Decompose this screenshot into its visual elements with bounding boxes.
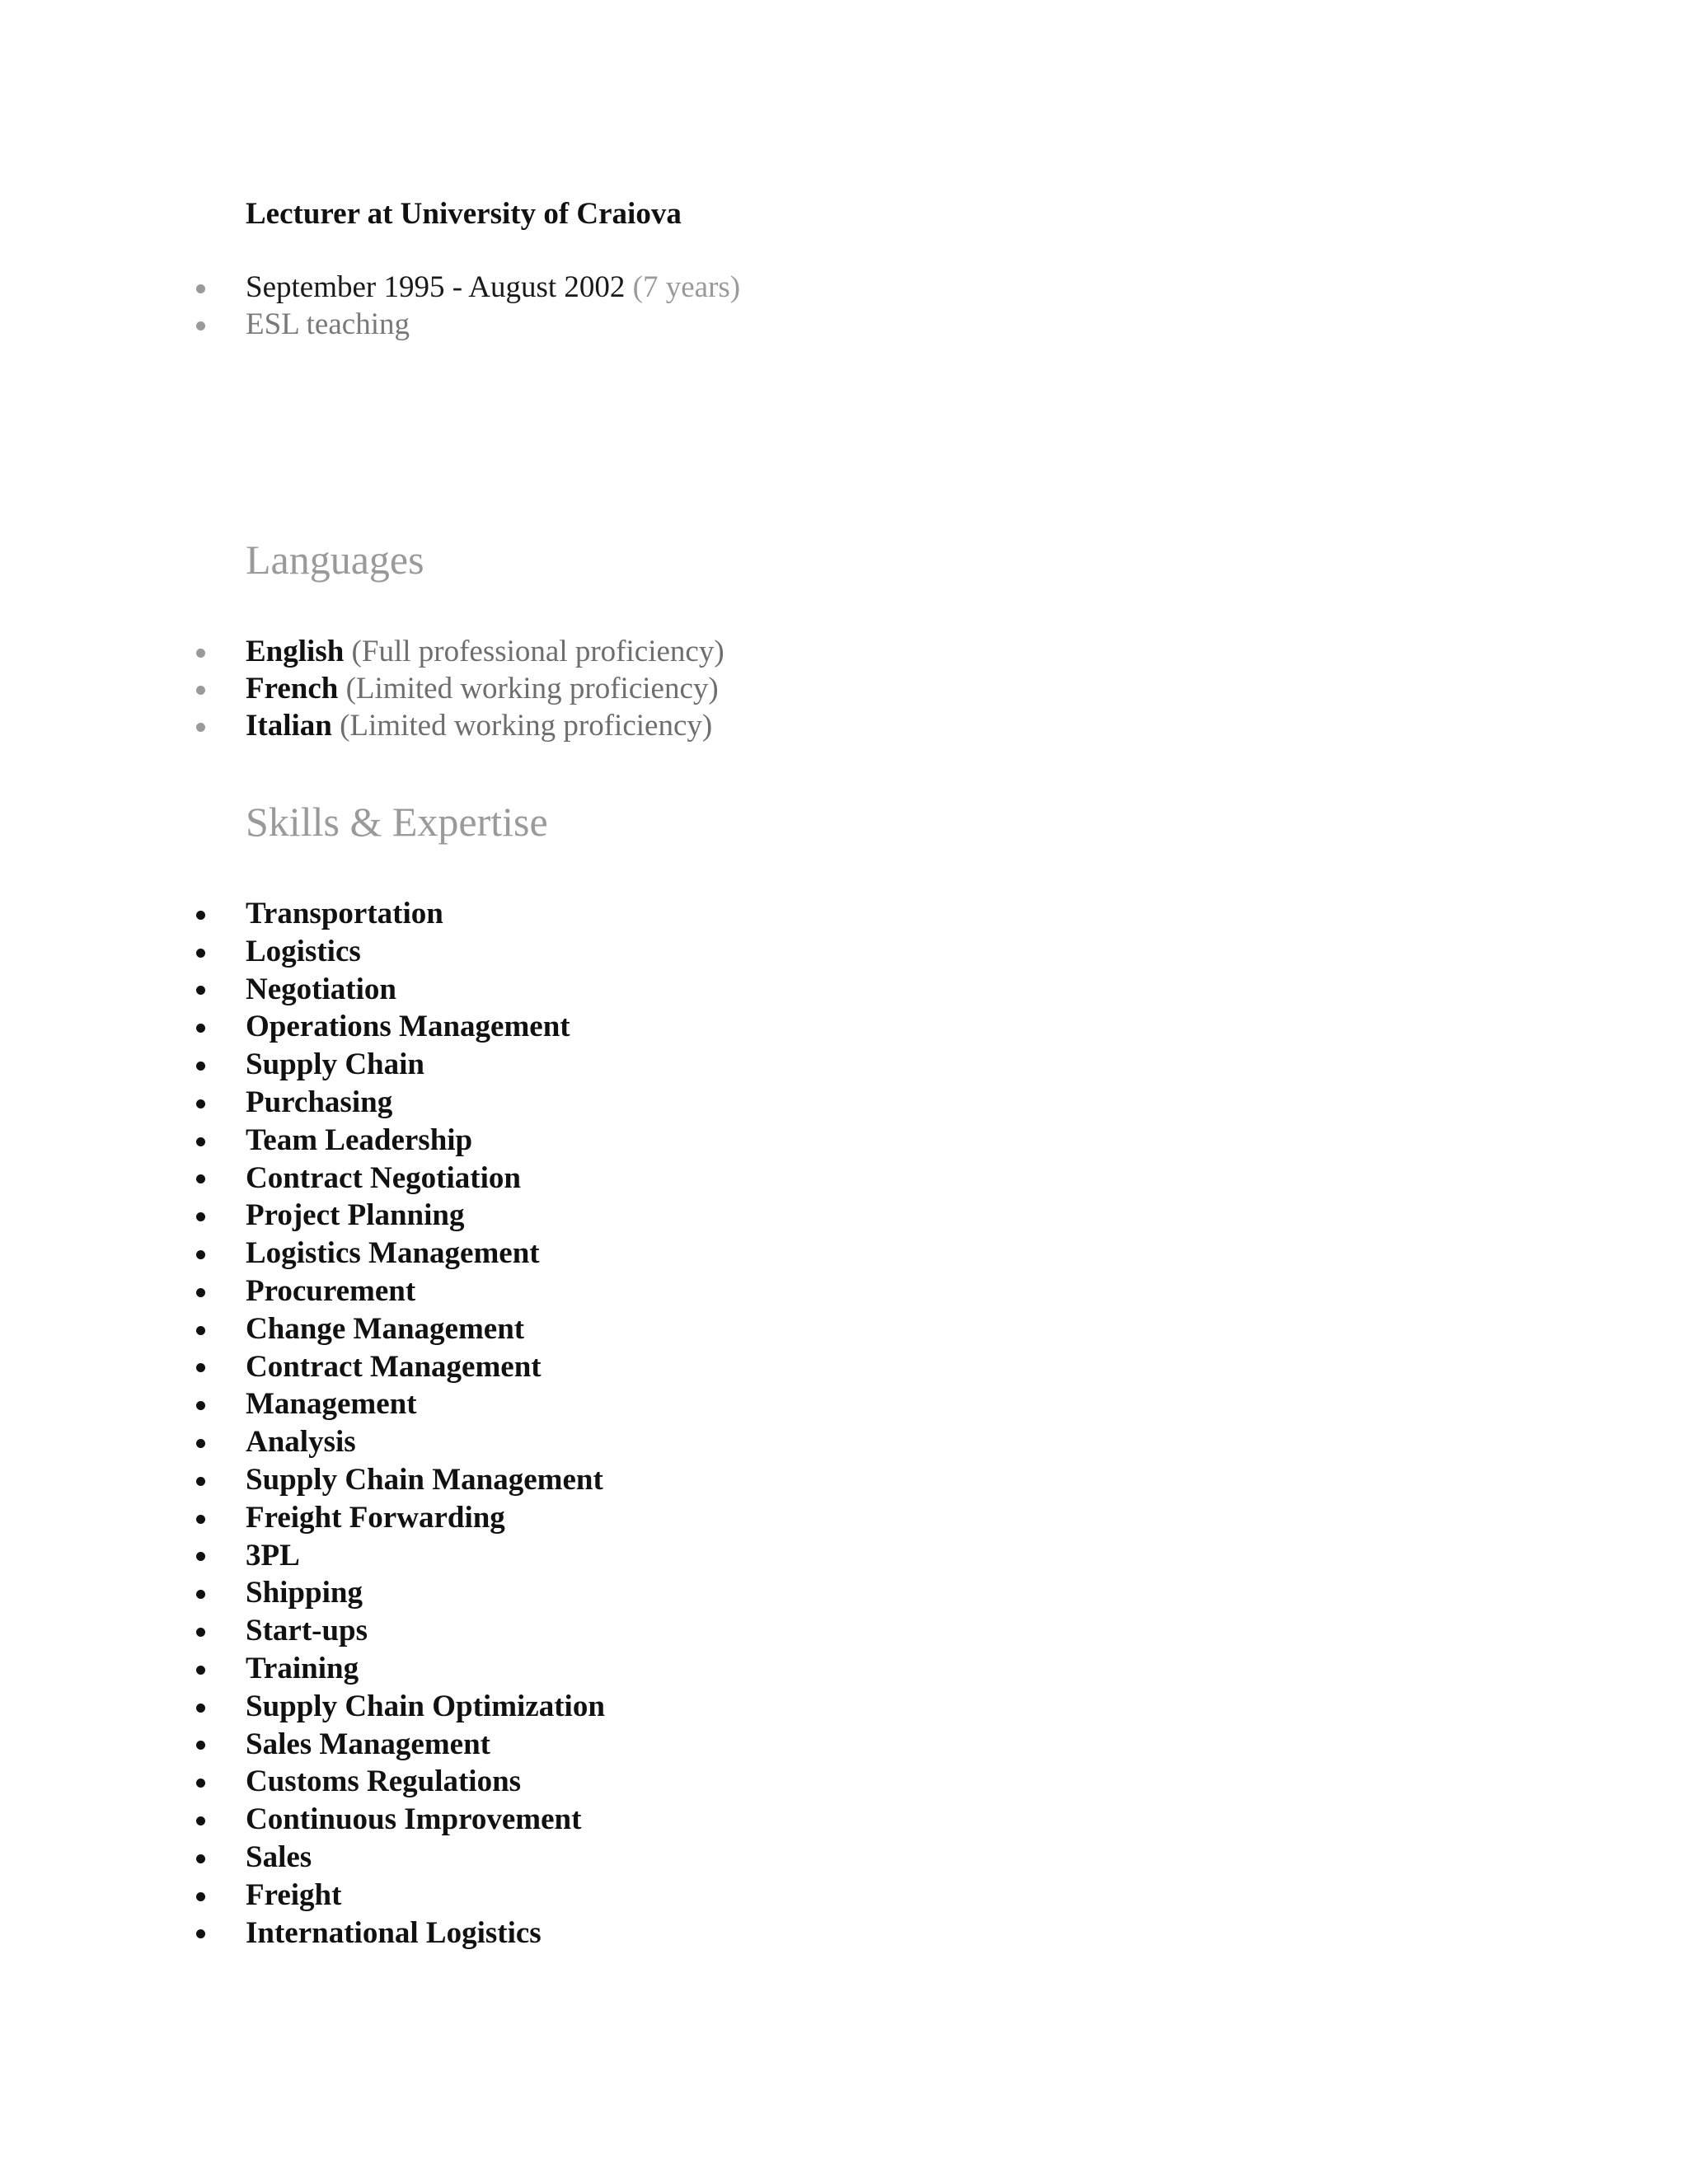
skill-label: Management xyxy=(246,1387,417,1422)
skill-label: Supply Chain Management xyxy=(246,1462,603,1497)
skill-label: Freight Forwarding xyxy=(246,1500,505,1535)
skill-item xyxy=(0,1423,605,1461)
bullet-icon xyxy=(196,1854,205,1863)
skill-label: Analysis xyxy=(246,1425,356,1460)
skill-label: Shipping xyxy=(246,1576,363,1610)
skill-item xyxy=(0,1537,605,1575)
skill-item xyxy=(0,1385,605,1423)
skill-label: Customs Regulations xyxy=(246,1765,522,1799)
skill-item xyxy=(0,1046,605,1084)
skill-label: Operations Management xyxy=(246,1010,570,1044)
skill-label: Contract Negotiation xyxy=(246,1160,521,1195)
skill-label: Start-ups xyxy=(246,1614,368,1648)
bullet-icon xyxy=(196,1741,205,1750)
bullet-icon xyxy=(196,949,205,958)
skill-label: Project Planning xyxy=(246,1198,465,1233)
skill-label: Transportation xyxy=(246,897,443,930)
bullet-icon xyxy=(196,1326,205,1335)
bullet-icon xyxy=(196,1816,205,1825)
skill-item xyxy=(0,895,605,933)
language-name: Italian xyxy=(246,709,332,743)
skill-label: Supply Chain xyxy=(246,1047,424,1082)
skill-label: Logistics xyxy=(246,934,361,968)
bullet-icon xyxy=(196,1062,205,1071)
bullet-icon xyxy=(196,1666,205,1675)
skill-label: 3PL xyxy=(246,1538,300,1572)
bullet-icon xyxy=(196,1439,205,1448)
skill-item xyxy=(0,1348,605,1386)
skill-label: Continuous Improvement xyxy=(246,1802,582,1837)
language-item xyxy=(0,707,724,744)
skill-item xyxy=(0,1122,605,1160)
bullet-icon xyxy=(196,1363,205,1372)
skill-label: International Logistics xyxy=(246,1915,542,1950)
skill-item xyxy=(0,1160,605,1197)
bullet-icon xyxy=(196,1704,205,1713)
skill-item xyxy=(0,1499,605,1537)
skill-item xyxy=(0,1688,605,1726)
job-details-list xyxy=(0,269,740,343)
skill-item xyxy=(0,1235,605,1272)
languages-list xyxy=(0,633,724,744)
skill-item xyxy=(0,971,605,1009)
skills-list xyxy=(0,895,605,1952)
skill-label: Purchasing xyxy=(246,1085,393,1119)
languages-heading: Languages xyxy=(246,537,424,583)
bullet-icon xyxy=(196,986,205,995)
skill-item xyxy=(0,1801,605,1839)
language-item xyxy=(0,670,724,707)
skill-label: Logistics Management xyxy=(246,1236,540,1271)
language-level: (Limited working proficiency) xyxy=(345,672,719,705)
bullet-icon xyxy=(196,1590,205,1599)
skill-label: Training xyxy=(246,1651,359,1685)
skill-item xyxy=(0,1915,605,1952)
skills-heading: Skills & Expertise xyxy=(246,799,548,845)
skill-label: Team Leadership xyxy=(246,1122,473,1157)
skill-item xyxy=(0,1839,605,1877)
skill-item xyxy=(0,1461,605,1499)
bullet-icon xyxy=(196,1250,205,1259)
skill-item xyxy=(0,1084,605,1122)
job-title: Lecturer at University of Craiova xyxy=(246,197,682,231)
skill-item xyxy=(0,1763,605,1801)
bullet-icon xyxy=(196,686,205,695)
bullet-icon xyxy=(196,1288,205,1297)
language-item xyxy=(0,633,724,670)
skill-item xyxy=(0,1310,605,1348)
bullet-icon xyxy=(196,1515,205,1524)
skill-item xyxy=(0,1574,605,1612)
bullet-icon xyxy=(196,1892,205,1901)
skill-label: Sales xyxy=(246,1840,312,1874)
skill-label: Change Management xyxy=(246,1311,525,1346)
language-level: (Full professional proficiency) xyxy=(351,635,724,668)
skill-label: Procurement xyxy=(246,1273,416,1308)
skill-label: Freight xyxy=(246,1877,342,1912)
job-duration: (7 years) xyxy=(632,270,741,304)
job-description-item xyxy=(0,306,740,343)
bullet-icon xyxy=(196,1929,205,1938)
skill-item xyxy=(0,1272,605,1310)
bullet-icon xyxy=(196,649,205,658)
skill-item xyxy=(0,1877,605,1915)
language-level: (Limited working proficiency) xyxy=(340,709,713,743)
bullet-icon xyxy=(196,1779,205,1788)
skill-label: Negotiation xyxy=(246,972,396,1006)
bullet-icon xyxy=(196,1628,205,1637)
bullet-icon xyxy=(196,1477,205,1486)
job-period-item xyxy=(0,269,740,306)
skill-item xyxy=(0,933,605,971)
skill-item xyxy=(0,1197,605,1235)
skill-label: Contract Management xyxy=(246,1349,542,1384)
bullet-icon xyxy=(196,1401,205,1410)
bullet-icon xyxy=(196,321,205,330)
bullet-icon xyxy=(196,284,205,293)
language-name: French xyxy=(246,672,339,705)
bullet-icon xyxy=(196,1212,205,1221)
skill-item xyxy=(0,1650,605,1688)
language-name: English xyxy=(246,635,345,668)
bullet-icon xyxy=(196,1174,205,1183)
bullet-icon xyxy=(196,723,205,732)
skill-item xyxy=(0,1612,605,1650)
skill-label: Sales Management xyxy=(246,1727,490,1761)
job-description: ESL teaching xyxy=(246,307,410,341)
skill-item xyxy=(0,1726,605,1764)
job-period: September 1995 - August 2002 xyxy=(246,270,626,304)
bullet-icon xyxy=(196,1552,205,1561)
skill-item xyxy=(0,1008,605,1046)
bullet-icon xyxy=(196,1137,205,1146)
bullet-icon xyxy=(196,911,205,920)
bullet-icon xyxy=(196,1024,205,1033)
skill-label: Supply Chain Optimization xyxy=(246,1689,605,1723)
bullet-icon xyxy=(196,1099,205,1108)
